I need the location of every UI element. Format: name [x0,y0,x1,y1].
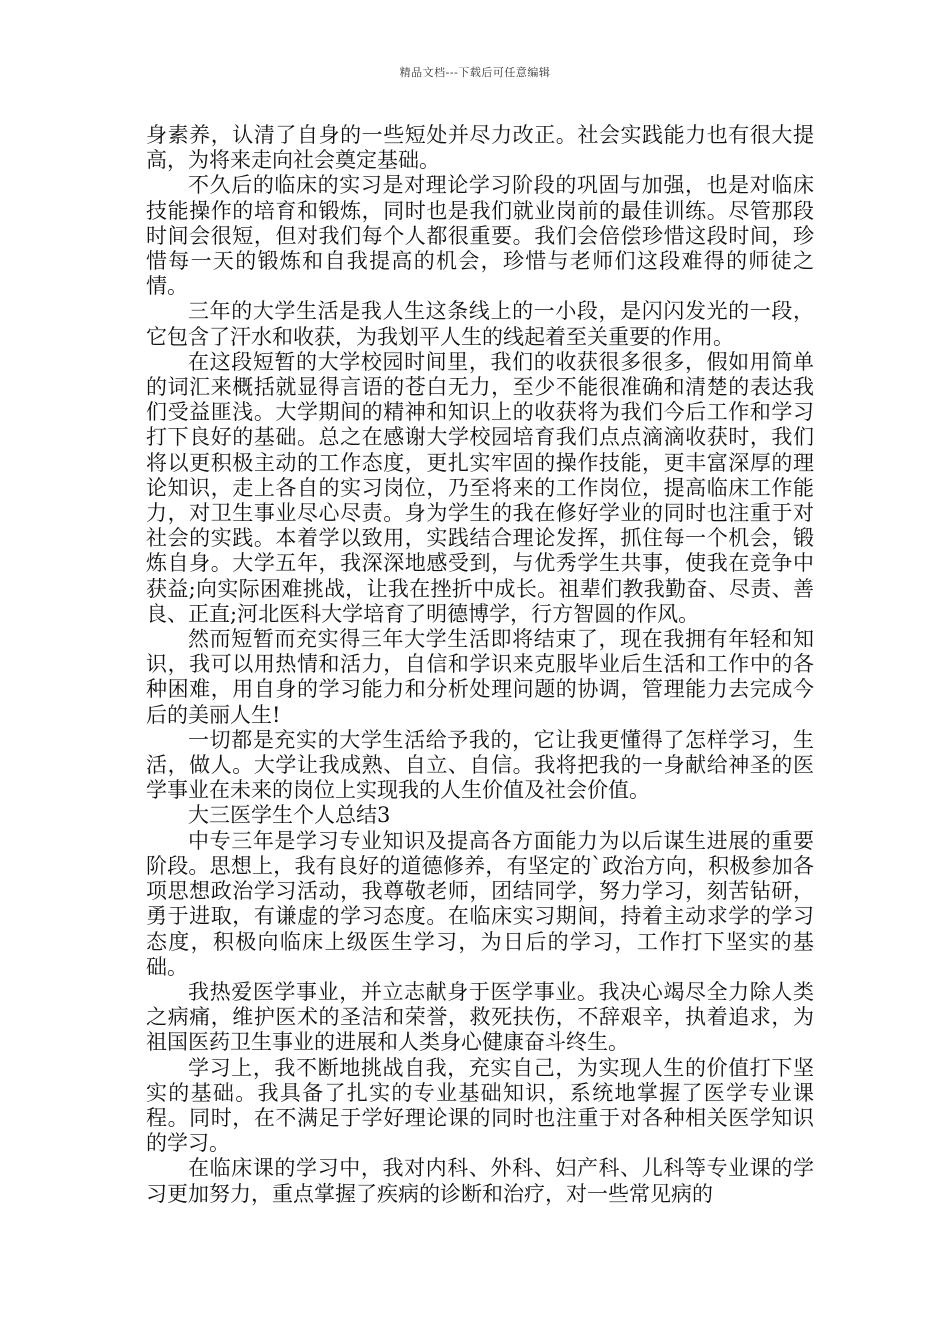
section-heading: 大三医学生个人总结3 [188,803,391,828]
paragraph: 不久后的临床的实习是对理论学习阶段的巩固与加强，也是对临床技能操作的培育和锻炼，同时也是我们就业岗前的最佳训练。尽管那段时间会很短，但对我们每个人都很重要。我们会倍偿珍惜这段时间，珍惜每一天的锻炼和自我提高的机会，珍惜与老师们这段难得的师徒之情。 [146,173,814,299]
paragraph: 学习上，我不断地挑战自我，充实自己，为实现人生的价值打下坚实的基础。我具备了扎实的专业基础知识，系统地掌握了医学专业课程。同时，在不满足于学好理论课的同时也注重于对各种相关医学知识的学习。 [146,1055,814,1156]
paragraph: 三年的大学生活是我人生这条线上的一小段，是闪闪发光的一段，它包含了汗水和收获，为我划平人生的线起着至关重要的作用。 [146,299,814,349]
paragraph: 我热爱医学事业，并立志献身于医学事业。我决心竭尽全力除人类之病痛，维护医术的圣洁和荣誉，救死扶伤，不辞艰辛，执着追求，为祖国医药卫生事业的进展和人类身心健康奋斗终生。 [146,979,814,1055]
paragraph: 然而短暂而充实得三年大学生活即将结束了，现在我拥有年轻和知识，我可以用热情和活力，自信和学识来克服毕业后生活和工作中的各种困难，用自身的学习能力和分析处理问题的协调，管理能力去完成今后的美丽人生! [146,627,814,727]
paragraph: 在这段短暂的大学校园时间里，我们的收获很多很多，假如用简单的词汇来概括就显得言语的苍白无力，至少不能很准确和清楚的表达我们受益匪浅。大学期间的精神和知识上的收获将为我们今后工作和学习打下良好的基础。总之在感谢大学校园培育我们点点滴滴收获时，我们将以更积极主动的工作态度，更扎实牢固的操作技能，更丰富深厚的理论知识，走上各自的实习岗位，乃至将来的工作岗位，提高临床工作能力，对卫生事业尽心尽责。身为学生的我在修好学业的同时也注重于对社会的实践。本着学以致用，实践结合理论发挥，抓住每一个机会，锻炼自身。大学五年，我深深地感受到，与优秀学生共事，使我在竞争中获益;向实际困难挑战，让我在挫折中成长。祖辈们教我勤奋、尽责、善良、正直;河北医科大学培育了明德博学，行方智圆的作风。 [146,349,814,626]
paragraph: 一切都是充实的大学生活给予我的，它让我更懂得了怎样学习，生活，做人。大学让我成熟、自立、自信。我将把我的一身献给神圣的医学事业在未来的岗位上实现我的人生价值及社会价值。 [146,727,814,803]
page-header: 精品文档---下载后可任意编辑 [399,66,551,79]
paragraph: 中专三年是学习专业知识及提高各方面能力为以后谋生进展的重要阶段。思想上，我有良好的道德修养，有坚定的`政治方向，积极参加各项思想政治学习活动，我尊敬老师，团结同学，努力学习，刻苦钻研，勇于进取，有谦虚的学习态度。在临床实习期间，持着主动求学的学习态度，积极向临床上级医生学习，为日后的学习，工作打下坚实的基础。 [146,828,814,979]
paragraph: 在临床课的学习中，我对内科、外科、妇产科、儿科等专业课的学习更加努力，重点掌握了疾病的诊断和治疗，对一些常见病的 [146,1156,814,1206]
paragraph: 身素养，认清了自身的一些短处并尽力改正。社会实践能力也有很大提高，为将来走向社会奠定基础。 [146,123,814,173]
document-body [146,123,814,1207]
